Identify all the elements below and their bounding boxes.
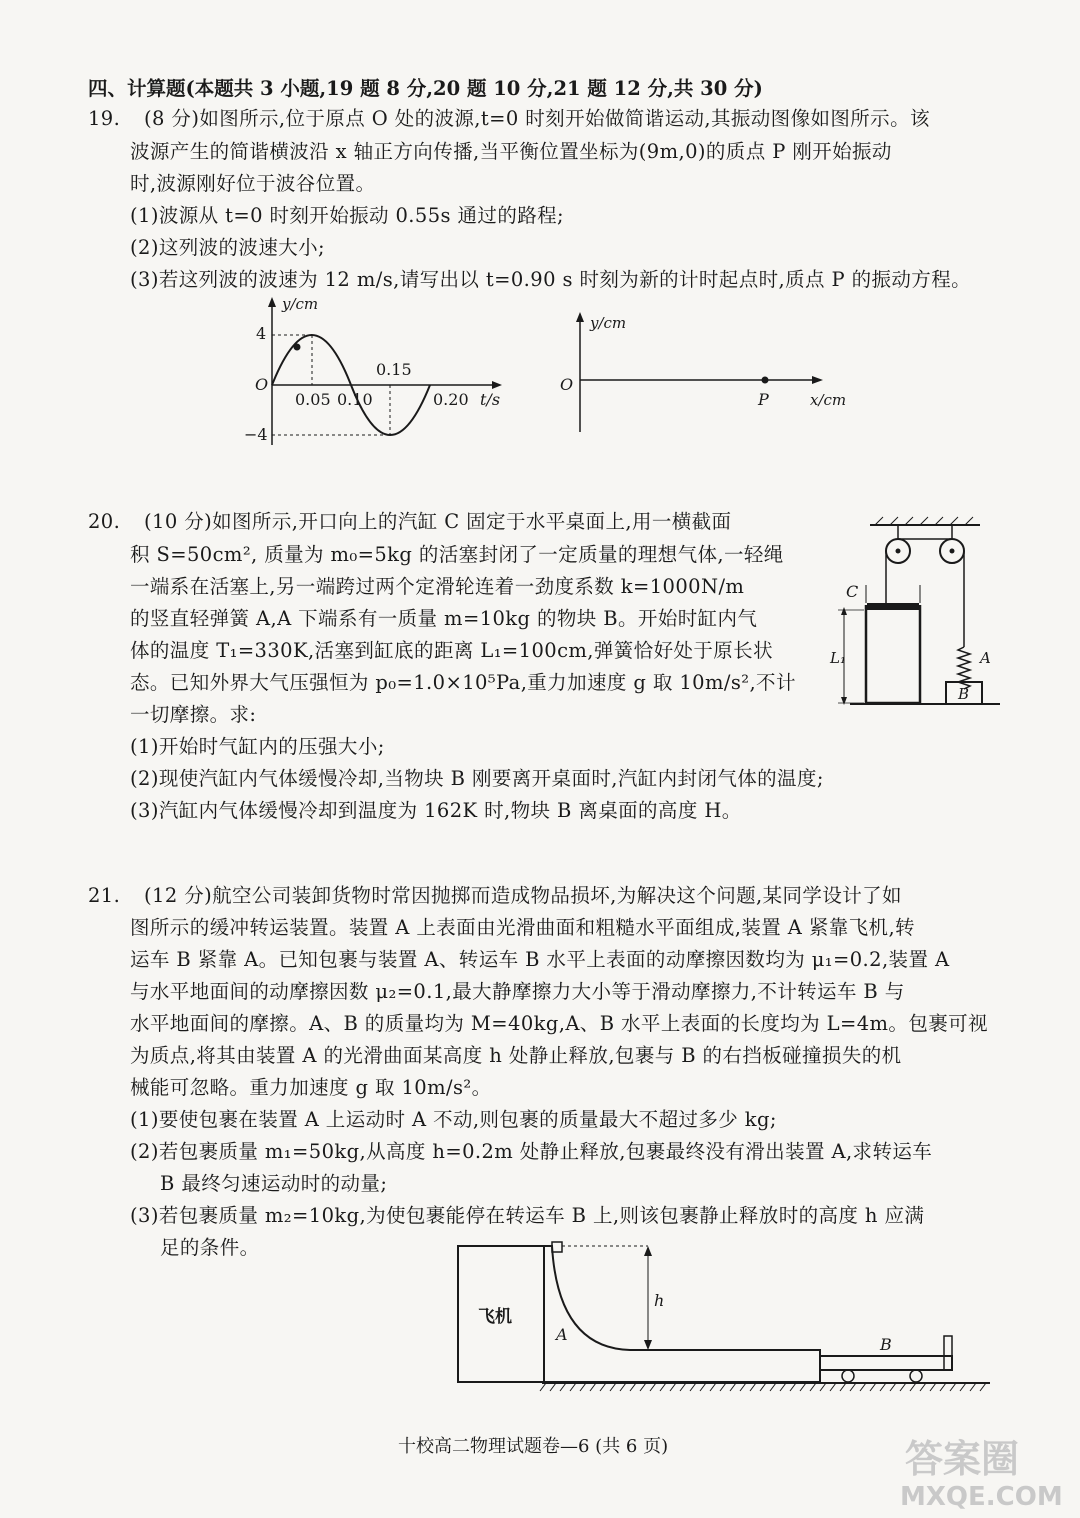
q19-line-2: 波源产生的简谐横波沿 x 轴正方向传播,当平衡位置坐标为(9m,0)的质点 P 刚开始振动 [130, 140, 892, 163]
piston [867, 603, 919, 610]
q21-line-7: 械能可忽略。重力加速度 g 取 10m/s²。 [130, 1076, 492, 1099]
q20-line-3: 一端系在活塞上,另一端跨过两个定滑轮连着一劲度系数 k=1000N/m [130, 575, 745, 598]
q19-line-6: (3)若这列波的波速为 12 m/s,请写出以 t=0.90 s 时刻为新的计时起点时,质点 P 的振动方程。 [130, 268, 972, 291]
q19-vibration-graph [240, 295, 510, 455]
graph1-point [294, 344, 301, 351]
q20-number: 20. [88, 510, 121, 533]
graph1-xtick-020: 0.20 [433, 390, 469, 409]
q19-number: 19. [88, 107, 121, 130]
q21-line-11: (3)若包裹质量 m₂=10kg,为使包裹能停在转运车 B 上,则该包裹静止释放时的高度 h 应满 [130, 1204, 925, 1227]
graph1-xtick-010: 0.10 [337, 390, 373, 409]
watermark-url: MXQE.COM [900, 1482, 1063, 1512]
graph1-ytick-neg4: −4 [244, 425, 268, 444]
fig21-label-a: A [556, 1325, 568, 1344]
q21-line-3: 运车 B 紧靠 A。已知包裹与装置 A、转运车 B 水平上表面的动摩擦因数均为 μ₁=0.2,装置 A [130, 948, 950, 971]
cylinder-body [866, 605, 920, 703]
q21-line-1: 21. (12 分)航空公司装卸货物时常因抛掷而造成物品损坏,为解决这个问题,某同学设计了如 [88, 884, 902, 907]
q20-line-2: 积 S=50cm², 质量为 m₀=5kg 的活塞封闭了一定质量的理想气体,一轻绳 [130, 543, 784, 566]
graph2-ylabel: y/cm [590, 314, 627, 332]
graph1-xtick-015: 0.15 [376, 360, 412, 379]
q20-line-5: 体的温度 T₁=330K,活塞到缸底的距离 L₁=100cm,弹簧恰好处于原长状 [130, 639, 773, 662]
q20-line-4: 的竖直轻弹簧 A,A 下端系有一质量 m=10kg 的物块 B。开始时缸内气 [130, 607, 758, 630]
q21-line-4: 与水平地面间的动摩擦因数 μ₂=0.1,最大静摩擦力大小等于滑动摩擦力,不计转运车 B 与 [130, 980, 905, 1003]
q19-line-1: 19. (8 分)如图所示,位于原点 O 处的波源,t=0 时刻开始做简谐运动,其振动图像如图所示。该 [88, 107, 930, 130]
q20-line-6: 态。已知外界大气压强恒为 p₀=1.0×10⁵Pa,重力加速度 g 取 10m/s²,不计 [130, 671, 796, 694]
q20-line-8: (1)开始时气缸内的压强大小; [130, 735, 385, 758]
cart-wheel-right [910, 1370, 922, 1382]
q20-cylinder-figure [830, 515, 1010, 715]
fig20-label-b: B [958, 685, 970, 703]
q20-line-10: (3)汽缸内气体缓慢冷却到温度为 162K 时,物块 B 离桌面的高度 H。 [130, 799, 742, 822]
fig21-label-h: h [654, 1291, 665, 1310]
graph1-xlabel: t/s [480, 390, 501, 409]
q19-line-4: (1)波源从 t=0 时刻开始振动 0.55s 通过的路程; [130, 204, 564, 227]
device-a [544, 1246, 820, 1382]
graph2-point-label: P [758, 390, 769, 409]
q21-line-9: (2)若包裹质量 m₁=50kg,从高度 h=0.2m 处静止释放,包裹最终没有滑出装置 A,求转运车 [130, 1140, 933, 1163]
q21-line-10: B 最终匀速运动时的动量; [160, 1172, 388, 1195]
q19-line-5: (2)这列波的波速大小; [130, 236, 325, 259]
package [552, 1242, 562, 1252]
section-title: 四、计算题(本题共 3 小题,19 题 8 分,20 题 10 分,21 题 12 分,共 30 分) [88, 77, 763, 100]
q21-line-5: 水平地面间的摩擦。A、B 的质量均为 M=40kg,A、B 水平上表面的长度均为 L=4m。包裹可视 [130, 1012, 988, 1035]
page-footer: 十校高二物理试题卷—6 (共 6 页) [398, 1436, 669, 1457]
fig20-label-a: A [980, 649, 991, 667]
fig20-label-l1: L₁ [830, 649, 846, 667]
graph1-xtick-005: 0.05 [295, 390, 331, 409]
graph1-origin: O [255, 375, 269, 394]
fig21-label-b: B [880, 1335, 892, 1354]
ground-hatch [540, 1383, 986, 1391]
graph1-ylabel: y/cm [282, 295, 319, 313]
q21-line-6: 为质点,将其由装置 A 的光滑曲面某高度 h 处静止释放,包裹与 B 的右挡板碰撞损失的机 [130, 1044, 902, 1067]
q21-number: 21. [88, 884, 121, 907]
fig21-label-plane: 飞机 [478, 1307, 512, 1327]
q21-line-12: 足的条件。 [160, 1236, 260, 1259]
point-p [762, 377, 769, 384]
graph1-ytick-4: 4 [256, 324, 267, 343]
cart-b [820, 1356, 952, 1370]
q20-line-9: (2)现使汽缸内气体缓慢冷却,当物块 B 刚要离开桌面时,汽缸内封闭气体的温度; [130, 767, 824, 790]
watermark-logo-text: 答案圈 [905, 1437, 1020, 1481]
q20-line-7: 一切摩擦。求: [130, 703, 257, 726]
q21-line-2: 图所示的缓冲转运装置。装置 A 上表面由光滑曲面和粗糙水平面组成,装置 A 紧靠飞机,转 [130, 916, 915, 939]
q20-line-1: 20. (10 分)如图所示,开口向上的汽缸 C 固定于水平桌面上,用一横截面 [88, 510, 732, 533]
q19-line-3: 时,波源刚好位于波谷位置。 [130, 172, 376, 195]
q19-wave-axis [555, 310, 855, 440]
fig20-label-c: C [846, 582, 859, 601]
q21-line-8: (1)要使包裹在装置 A 上运动时 A 不动,则包裹的质量最大不超过多少 kg; [130, 1108, 777, 1131]
cart-wheel-left [842, 1370, 854, 1382]
graph2-xlabel: x/cm [810, 391, 847, 409]
q21-buffer-device-figure [450, 1240, 1000, 1400]
cart-baffle [944, 1336, 952, 1370]
graph2-origin: O [560, 375, 574, 394]
